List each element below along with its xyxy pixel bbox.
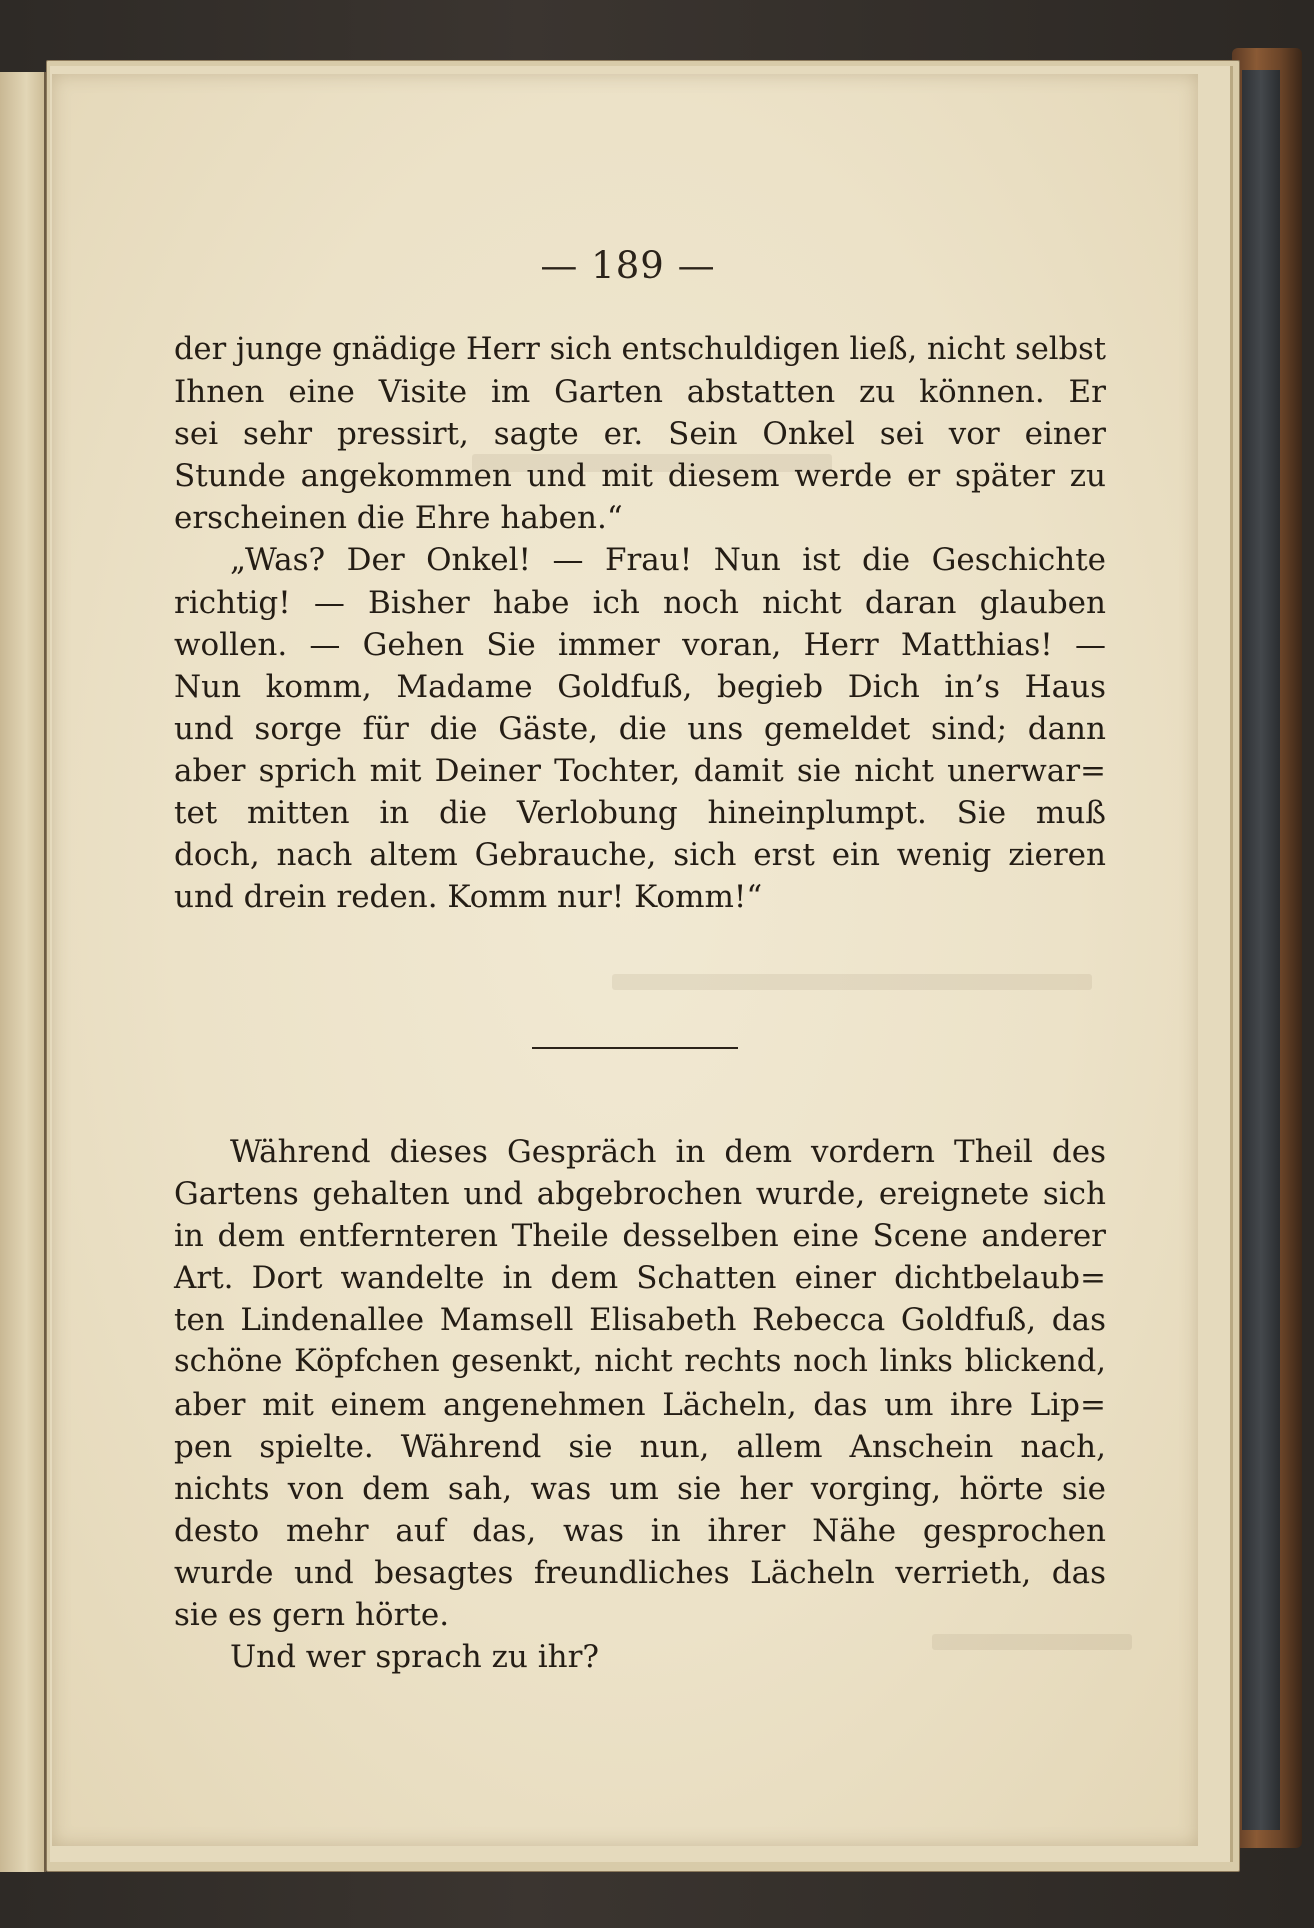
text-line: Nun komm, Madame Goldfuß, begieb Dich in’s Haus [174, 668, 1106, 705]
text-line: nichts von dem sah, was um sie her vorging, hörte sie [174, 1470, 1106, 1507]
text-line: Und wer sprach zu ihr? [230, 1639, 600, 1676]
text-line: schöne Köpfchen gesenkt, nicht rechts noch links blickend, [174, 1344, 1106, 1380]
text-line: und sorge für die Gäste, die uns gemeldet sind; dann [174, 710, 1106, 747]
text-line: und drein reden. Komm nur! Komm!“ [174, 879, 763, 916]
text-line: in dem entfernteren Theile desselben eine Scene anderer [174, 1218, 1106, 1255]
text-line: Ihnen eine Visite im Garten abstatten zu können. Er [174, 374, 1106, 411]
text-line: ten Lindenallee Mamsell Elisabeth Rebecca Goldfuß, das [174, 1302, 1106, 1339]
text-line: Art. Dort wandelte in dem Schatten einer dichtbelaub= [174, 1260, 1106, 1297]
text-line: erscheinen die Ehre haben.“ [174, 500, 623, 537]
text-line: „Was? Der Onkel! — Frau! Nun ist die Geschichte [230, 542, 1106, 579]
text-line: Während dieses Gespräch in dem vordern Theil des [230, 1134, 1106, 1170]
text-line: der junge gnädige Herr sich entschuldigen ließ, nicht selbst [174, 332, 1106, 367]
text-line: aber sprich mit Deiner Tochter, damit sie nicht unerwar= [174, 752, 1106, 789]
text-line: aber mit einem angenehmen Lächeln, das um ihre Lip= [174, 1386, 1106, 1423]
text-line: tet mitten in die Verlobung hineinplumpt. Sie muß [174, 795, 1106, 832]
page-number: — 189 — [540, 244, 716, 287]
text-line: Gartens gehalten und abgebrochen wurde, ereignete sich [174, 1176, 1106, 1213]
text-line: desto mehr auf das, was in ihrer Nähe gesprochen [174, 1512, 1106, 1549]
book-page [52, 74, 1198, 1846]
text-block-upper [174, 329, 1106, 918]
text-line: pen spielte. Während sie nun, allem Anschein nach, [174, 1428, 1106, 1465]
text-line: Stunde angekommen und mit diesem werde er später zu [174, 458, 1106, 495]
text-block-lower [174, 1131, 1106, 1678]
text-line: sei sehr pressirt, sagte er. Sein Onkel sei vor einer [174, 416, 1106, 453]
book-cover-inner [1242, 70, 1280, 1830]
previous-page-edge [0, 72, 46, 1872]
text-line: doch, nach altem Gebrauche, sich erst ein wenig zieren [174, 837, 1106, 874]
text-line: wollen. — Gehen Sie immer voran, Herr Matthias! — [174, 626, 1106, 663]
section-divider [532, 1047, 738, 1049]
text-line: sie es gern hörte. [174, 1597, 450, 1634]
bleed-through-mark [612, 974, 1092, 990]
text-line: richtig! — Bisher habe ich noch nicht daran glauben [174, 584, 1106, 621]
text-line: wurde und besagtes freundliches Lächeln verrieth, das [174, 1554, 1106, 1591]
